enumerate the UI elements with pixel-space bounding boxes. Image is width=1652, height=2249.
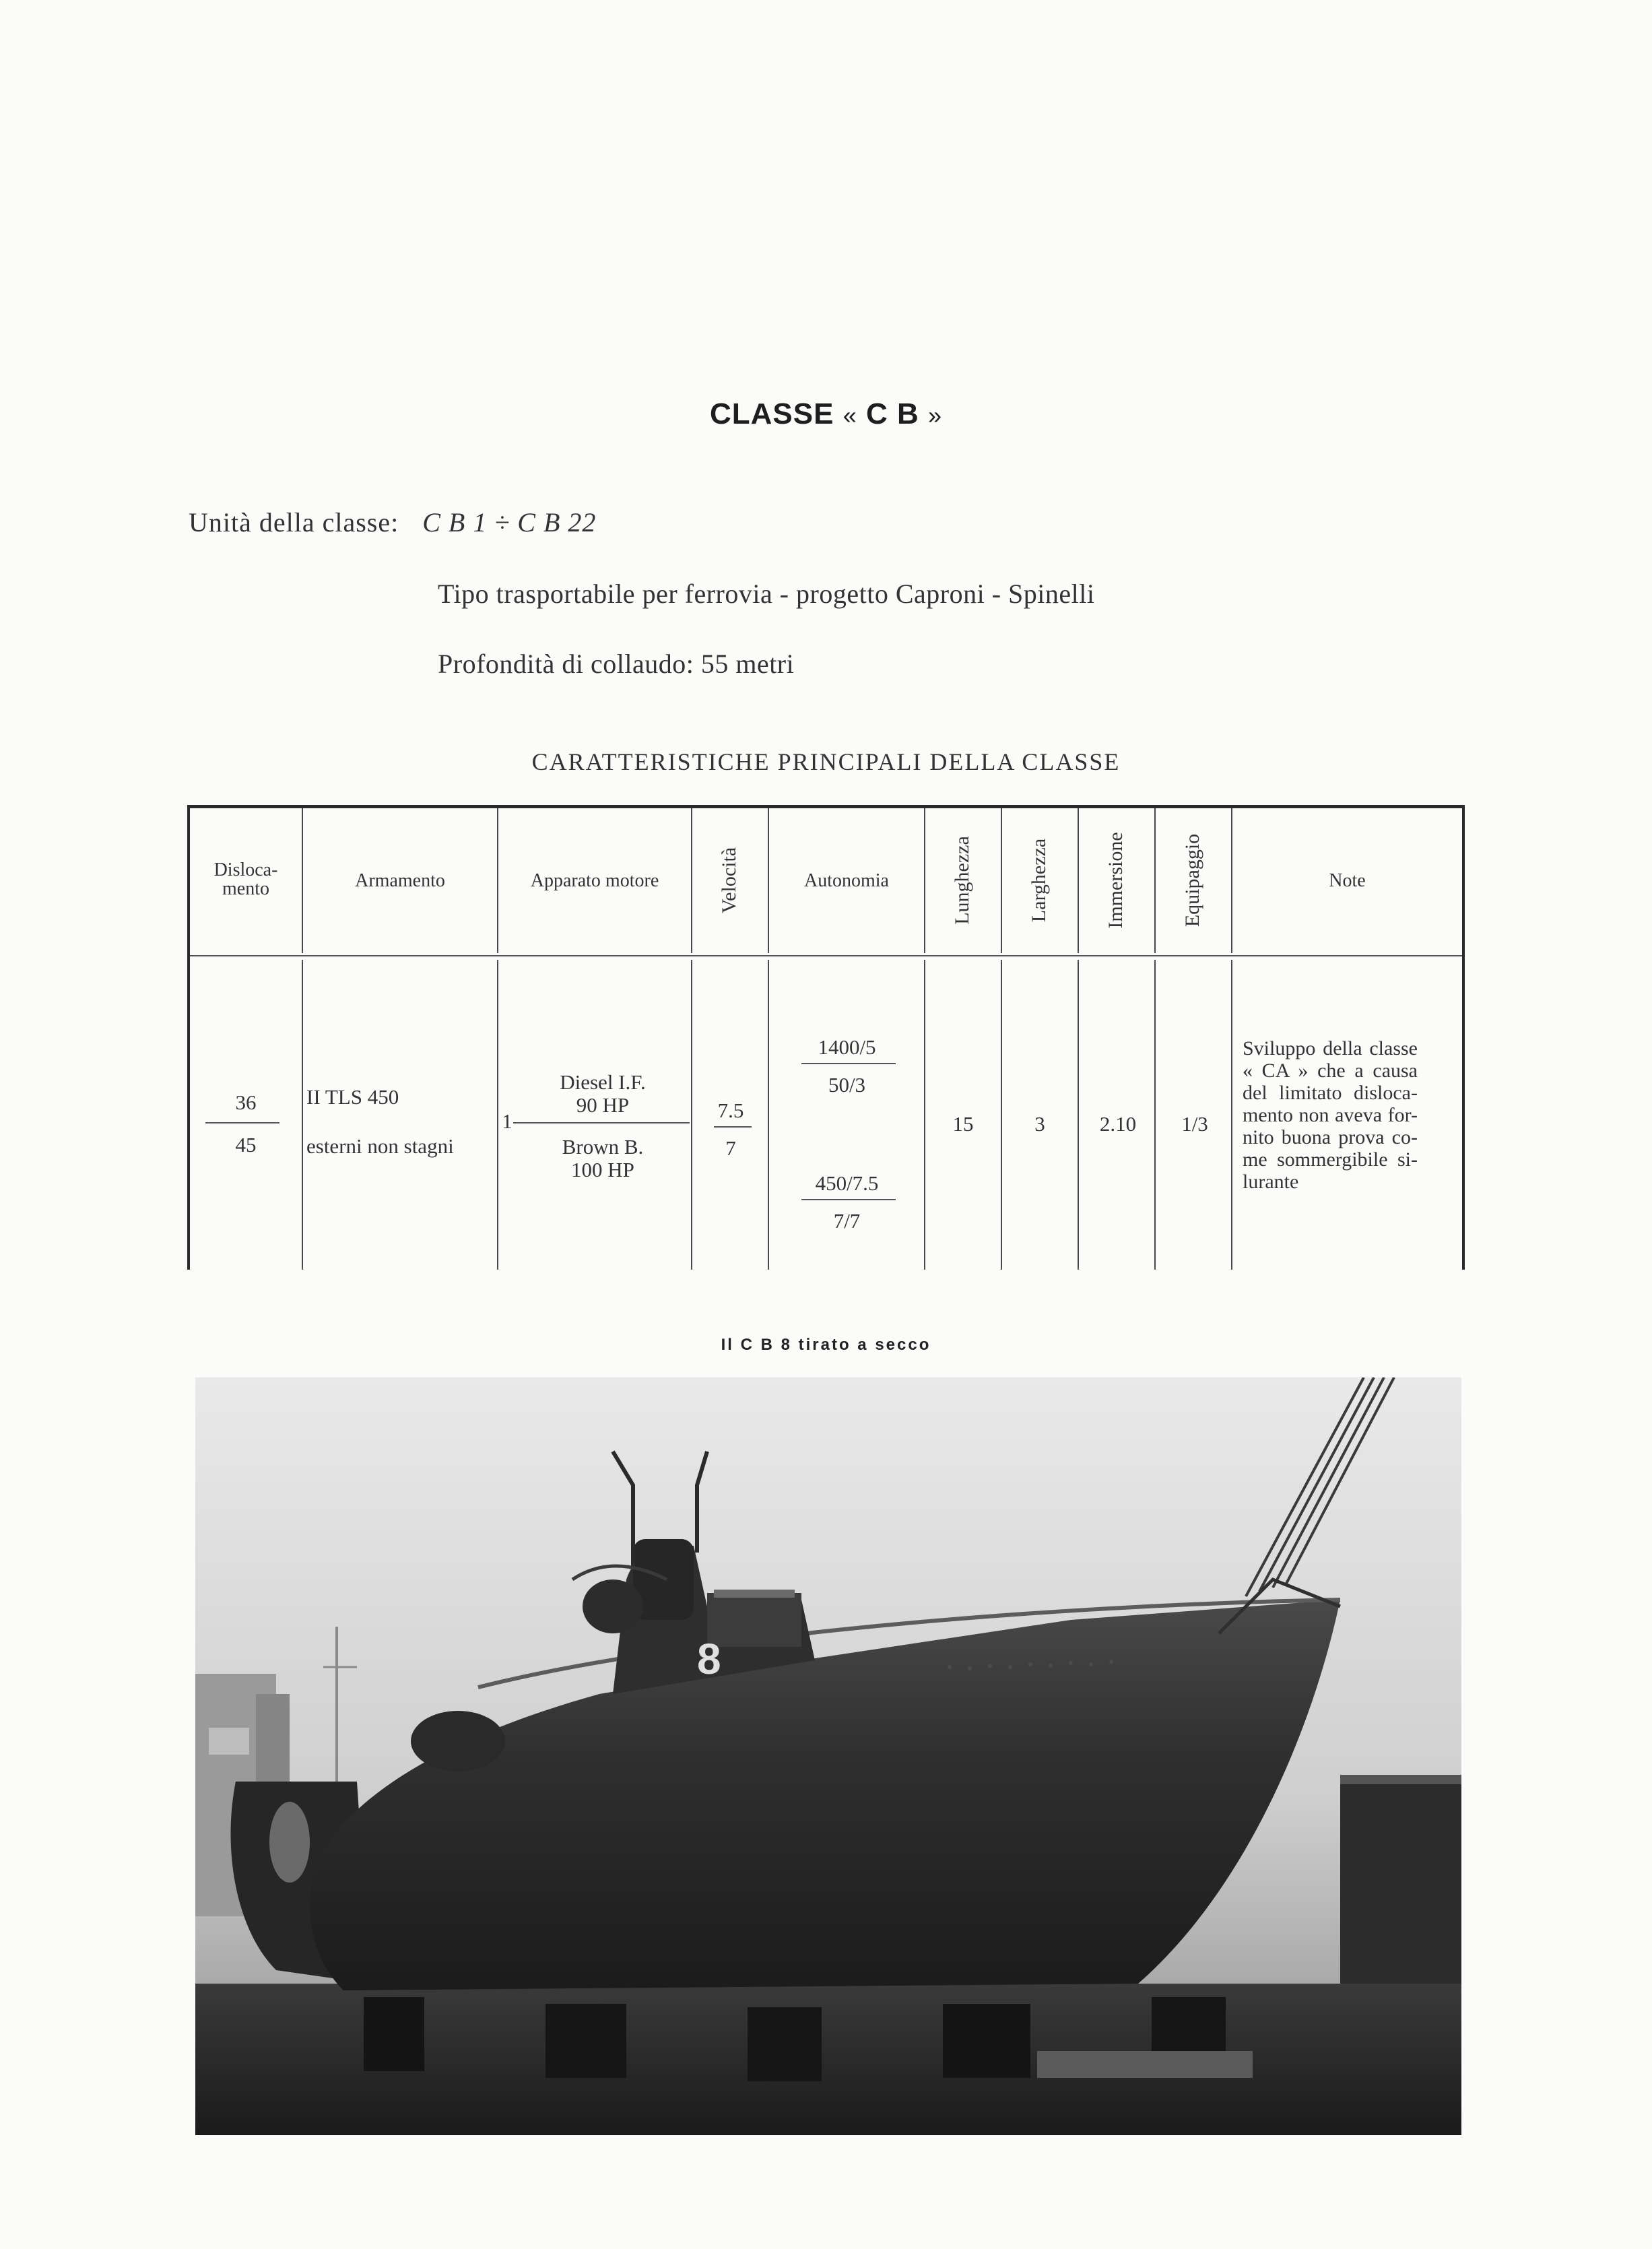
title-open-quote: « xyxy=(842,401,857,429)
cell-armamento-bottom: esterni non stagni xyxy=(306,1134,454,1158)
table-title: CARATTERISTICHE PRINCIPALI DELLA CLASSE xyxy=(531,748,1121,775)
fraction-rule xyxy=(801,1063,896,1064)
header-note: Note xyxy=(1329,870,1366,891)
title-prefix: CLASSE xyxy=(709,397,834,430)
header-equipaggio: Equipaggio xyxy=(1181,833,1203,927)
depth-line: Profondità di collaudo: 55 metri xyxy=(438,649,795,679)
cell-apparato-electric-hp: 100 HP xyxy=(571,1158,634,1181)
col-divider xyxy=(1078,808,1079,953)
cell-armamento-top: II TLS 450 xyxy=(306,1085,399,1109)
col-divider xyxy=(1078,960,1079,1270)
table-top-rule xyxy=(189,805,1465,808)
col-divider xyxy=(497,960,498,1270)
cell-note: Sviluppo della classe « CA » che a causa del limitato disloca-mento non aveva for-nito buona prova co-me sommergibile si-lurante xyxy=(1243,1037,1418,1193)
col-divider xyxy=(1231,960,1232,1270)
submarine-photo xyxy=(195,1377,1461,2135)
cell-autonomia-1: 1400/5 xyxy=(818,1035,876,1059)
photo-caption: Il C B 8 tirato a secco xyxy=(721,1336,931,1354)
cell-autonomia-3: 450/7.5 xyxy=(815,1171,879,1195)
col-divider xyxy=(924,808,925,953)
col-divider xyxy=(924,960,925,1270)
table-right-border xyxy=(1462,805,1465,1270)
fraction-rule xyxy=(714,1126,752,1128)
header-immersione: Immersione xyxy=(1104,832,1127,929)
col-divider xyxy=(1154,808,1156,953)
col-divider xyxy=(1154,960,1156,1270)
col-divider xyxy=(691,960,692,1270)
table-header-rule xyxy=(189,955,1465,956)
cell-autonomia-2: 50/3 xyxy=(828,1073,866,1097)
cell-autonomia-4: 7/7 xyxy=(833,1209,861,1233)
cell-larghezza: 3 xyxy=(1034,1112,1045,1136)
cell-apparato-diesel: Diesel I.F. xyxy=(560,1070,646,1094)
col-divider xyxy=(1001,808,1002,953)
cell-apparato-diesel-hp: 90 HP xyxy=(576,1093,630,1117)
col-divider xyxy=(1001,960,1002,1270)
title-close-quote: » xyxy=(927,401,943,429)
cell-apparato-count: 1 xyxy=(502,1109,513,1133)
class-units-label: Unità della classe: xyxy=(189,507,399,537)
cell-apparato-electric: Brown B. xyxy=(562,1135,644,1159)
header-lunghezza: Lunghezza xyxy=(951,836,973,925)
col-divider xyxy=(691,808,692,953)
page-title xyxy=(0,397,1652,431)
title-class-name: C B xyxy=(865,397,919,430)
fraction-rule xyxy=(513,1122,690,1123)
header-larghezza: Larghezza xyxy=(1028,838,1050,923)
class-units-line xyxy=(189,507,596,538)
cell-equipaggio: 1/3 xyxy=(1181,1112,1208,1136)
cell-dislocamento-submerged: 45 xyxy=(235,1133,257,1156)
class-units-value: C B 1 ÷ C B 22 xyxy=(422,507,597,537)
hull-number-8: 8 xyxy=(697,1635,721,1683)
header-armamento: Armamento xyxy=(355,870,445,891)
cell-dislocamento-surface: 36 xyxy=(235,1090,257,1114)
header-apparato-motore: Apparato motore xyxy=(530,870,659,891)
header-velocita: Velocità xyxy=(718,847,740,914)
header-dislocamento: Disloca- mento xyxy=(213,859,278,899)
cell-lunghezza: 15 xyxy=(952,1112,974,1136)
type-line: Tipo trasportabile per ferrovia - progetto Caproni - Spinelli xyxy=(438,579,1095,609)
col-divider xyxy=(768,960,769,1270)
submarine-photo-image xyxy=(195,1377,1461,2135)
fraction-rule xyxy=(801,1199,896,1200)
header-autonomia: Autonomia xyxy=(804,870,889,891)
cell-velocita-surface: 7.5 xyxy=(717,1099,744,1122)
fraction-rule xyxy=(205,1122,279,1123)
cell-immersione: 2.10 xyxy=(1099,1112,1137,1136)
cell-velocita-submerged: 7 xyxy=(725,1136,736,1160)
col-divider xyxy=(302,960,303,1270)
